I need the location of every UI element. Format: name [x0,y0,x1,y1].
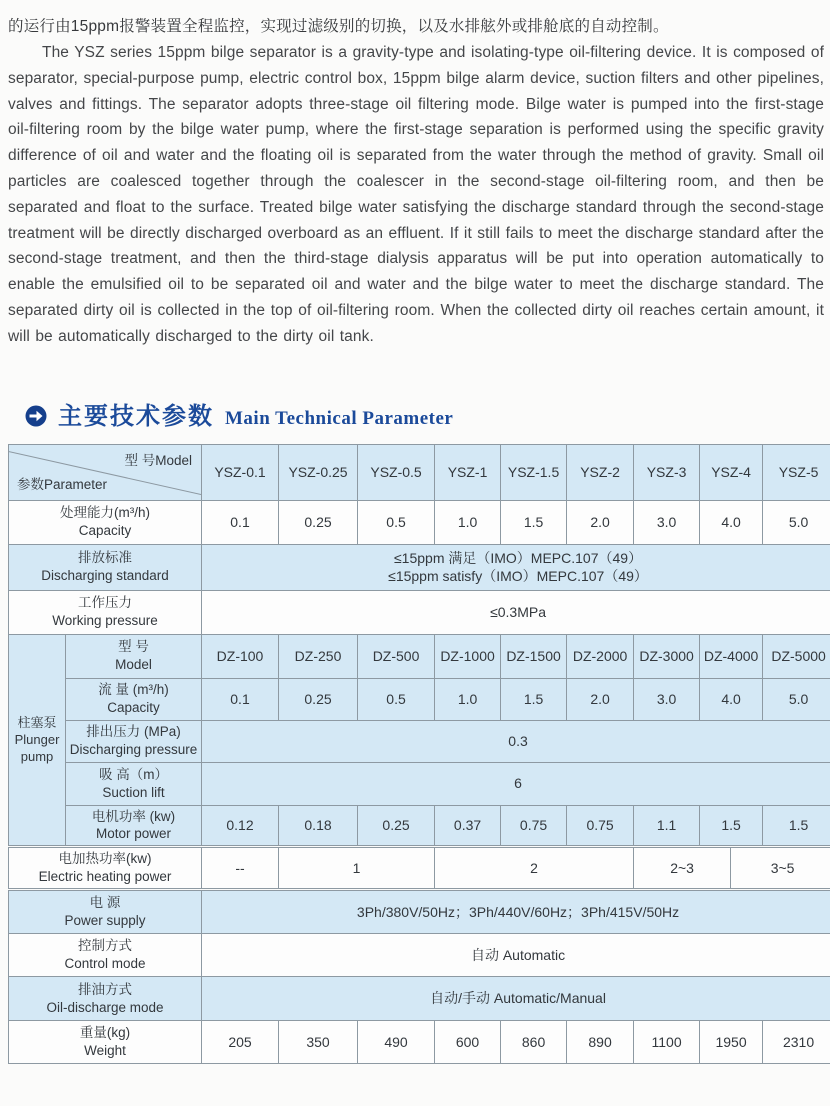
arrow-right-circle-icon [25,405,47,432]
label-en: Weight [84,1043,126,1059]
row-weight [9,1021,830,1064]
capacity-value: 5.0 [763,500,830,544]
row-label-oil-discharge-mode [9,977,202,1021]
row-label-discharging-standard [9,544,202,590]
pump-model-value: DZ-1000 [435,634,501,678]
row-label-electric-heating [9,847,202,890]
control-mode-value: 自动 Automatic [202,934,830,977]
pump-model-value: DZ-100 [202,634,279,678]
corner-label-model: 型 号Model [124,452,192,468]
label-en: Electric heating power [38,869,172,885]
row-oil-discharge-mode [9,977,830,1021]
electric-heating-value: 3~5 [731,847,830,890]
row-power-supply [9,890,830,934]
intro-paragraph-en: The YSZ series 15ppm bilge separator is a gravity-type and isolating-type oil-filtering device. It is composed of separator, special-purpose pump, electric control box, 15ppm bilge alarm device, suction filters and other pipelines, valves and fittings. The separator adopts three-stage oil filtering mode. Bilge water is pumped into the first-stage oil-filtering room by the bilge water pump, where the first-stage separation is performed using the specific gravity difference of oil and water and the floating oil is separated from the water through the method of gravity. Small oil particles are coalesced together through the coalescer in the second-stage oil-filtering room, and then be separated and float to the surface. Treated bilge water satisfying the discharge standard through the second-stage treatment will be directly discharged overboard as an effluent. If it still fails to meet the discharge standard after the second-stage treatment, and then the third-stage dialysis apparatus will be put into operation automatically to enable the emulsified oil to be separated oil and water and the bilge water to meet the discharge standard. The separated dirty oil is collected in the top of oil-filtering room. When the collected dirty oil reaches certain amount, it will be automatically discharged to the dirty oil tank. [8,44,824,345]
motor-power-value: 1.5 [700,805,763,847]
label-zh: 电 源 [89,895,121,911]
discharging-standard-value [202,544,830,590]
row-pump-discharging-pressure [9,720,830,762]
pump-model-value: DZ-3000 [634,634,700,678]
oil-discharge-mode-value: 自动/手动 Automatic/Manual [202,977,830,1021]
pump-capacity-value: 4.0 [700,678,763,720]
row-pump-model [9,634,830,678]
electric-heating-value: 2 [435,847,634,890]
section-title-zh: 主要技术参数 [58,402,214,430]
weight-value: 350 [279,1021,358,1064]
weight-value: 1950 [700,1021,763,1064]
label-en: Working pressure [52,613,158,629]
pump-model-value: DZ-2000 [567,634,634,678]
pump-capacity-value: 2.0 [567,678,634,720]
model-column-header: YSZ-2 [567,444,634,500]
label-zh: 排放标准 [78,550,132,566]
label-en: Motor power [95,826,172,842]
row-label-pump-discharging-pressure [66,720,202,762]
group-label-en1: Plunger [14,732,60,748]
group-label-zh: 柱塞泵 [17,715,57,731]
label-en: Suction lift [102,784,165,800]
capacity-value: 0.1 [202,500,279,544]
discharging-standard-line2: ≤15ppm satisfy（IMO）MEPC.107（49） [388,568,648,585]
model-column-header: YSZ-3 [634,444,700,500]
label-zh: 排油方式 [78,981,132,997]
weight-value: 860 [501,1021,567,1064]
label-zh: 重量(kg) [79,1025,131,1041]
label-en: Capacity [107,700,160,716]
row-control-mode [9,934,830,977]
pump-model-value: DZ-5000 [763,634,830,678]
row-working-pressure [9,590,830,634]
model-column-header: YSZ-1 [435,444,501,500]
model-column-header: YSZ-1.5 [501,444,567,500]
capacity-value: 0.25 [279,500,358,544]
working-pressure-value: ≤0.3MPa [202,590,830,634]
row-label-pump-motor-power [66,805,202,847]
label-zh: 吸 高（m） [99,766,168,782]
pump-model-value: DZ-250 [279,634,358,678]
row-label-power-supply [9,890,202,934]
pump-capacity-value: 0.1 [202,678,279,720]
weight-value: 2310 [763,1021,830,1064]
model-column-header: YSZ-4 [700,444,763,500]
label-zh: 电加热功率(kw) [58,851,152,867]
weight-value: 890 [567,1021,634,1064]
pump-capacity-value: 3.0 [634,678,700,720]
pump-suction-lift-value: 6 [202,762,830,805]
capacity-value: 0.5 [358,500,435,544]
label-zh: 工作压力 [78,595,132,611]
row-label-pump-model [66,634,202,678]
label-en: Discharging standard [41,568,169,584]
capacity-value: 1.5 [501,500,567,544]
intro-paragraph-zh: 的运行由15ppm报警装置全程监控，实现过滤级别的切换，以及水排舷外或排舱底的自动控制。 [8,18,669,35]
row-label-working-pressure [9,590,202,634]
label-en: Discharging pressure [69,742,198,758]
group-label-en2: pump [20,749,54,765]
motor-power-value: 1.1 [634,805,700,847]
row-label-capacity [9,500,202,544]
row-label-pump-suction-lift [66,762,202,805]
pump-model-value: DZ-4000 [700,634,763,678]
corner-cell [9,444,202,500]
motor-power-value: 0.18 [279,805,358,847]
weight-value: 490 [358,1021,435,1064]
label-zh: 控制方式 [78,938,132,954]
label-en: Control mode [64,956,146,972]
row-label-weight [9,1021,202,1064]
electric-heating-value: 2~3 [634,847,731,890]
pump-capacity-value: 5.0 [763,678,830,720]
weight-value: 205 [202,1021,279,1064]
model-column-header: YSZ-0.5 [358,444,435,500]
motor-power-value: 0.75 [567,805,634,847]
motor-power-value: 0.75 [501,805,567,847]
pump-model-value: DZ-1500 [501,634,567,678]
capacity-value: 3.0 [634,500,700,544]
label-zh: 处理能力(m³/h) [60,505,150,521]
model-column-header: YSZ-5 [763,444,830,500]
label-en: Oil-discharge mode [46,999,164,1015]
weight-value: 600 [435,1021,501,1064]
pump-discharging-pressure-value: 0.3 [202,720,830,762]
row-pump-suction-lift [9,762,830,805]
table-header-row [9,444,830,500]
electric-heating-value: 1 [279,847,435,890]
pump-capacity-value: 0.5 [358,678,435,720]
motor-power-value: 1.5 [763,805,830,847]
capacity-value: 1.0 [435,500,501,544]
row-pump-capacity [9,678,830,720]
plunger-pump-group-label [9,634,66,847]
pump-capacity-value: 1.0 [435,678,501,720]
power-supply-value: 3Ph/380V/50Hz；3Ph/440V/60Hz；3Ph/415V/50Hz [202,890,830,934]
row-discharging-standard [9,544,830,590]
discharging-standard-line1: ≤15ppm 满足（IMO）MEPC.107（49） [393,549,643,566]
motor-power-value: 0.12 [202,805,279,847]
pump-capacity-value: 0.25 [279,678,358,720]
weight-value: 1100 [634,1021,700,1064]
row-label-pump-capacity [66,678,202,720]
row-electric-heating [9,847,830,890]
capacity-value: 4.0 [700,500,763,544]
row-pump-motor-power [9,805,830,847]
label-en: Model [115,657,152,673]
model-column-header: YSZ-0.25 [279,444,358,500]
motor-power-value: 0.25 [358,805,435,847]
section-title-en: Main Technical Parameter [225,407,454,429]
label-en: Capacity [78,523,132,539]
label-zh: 流 量 (m³/h) [98,682,169,698]
pump-model-value: DZ-500 [358,634,435,678]
corner-label-parameter: 参数Parameter [17,476,108,492]
label-en: Power supply [64,913,146,929]
section-header [25,396,824,431]
spec-table [8,444,830,1065]
label-zh: 型 号 [118,639,149,655]
model-column-header: YSZ-0.1 [202,444,279,500]
pump-capacity-value: 1.5 [501,678,567,720]
electric-heating-value: -- [202,847,279,890]
row-label-control-mode [9,934,202,977]
capacity-value: 2.0 [567,500,634,544]
label-zh: 排出压力 (MPa) [86,724,181,740]
row-capacity [9,500,830,544]
label-zh: 电机功率 (kw) [91,808,176,824]
motor-power-value: 0.37 [435,805,501,847]
